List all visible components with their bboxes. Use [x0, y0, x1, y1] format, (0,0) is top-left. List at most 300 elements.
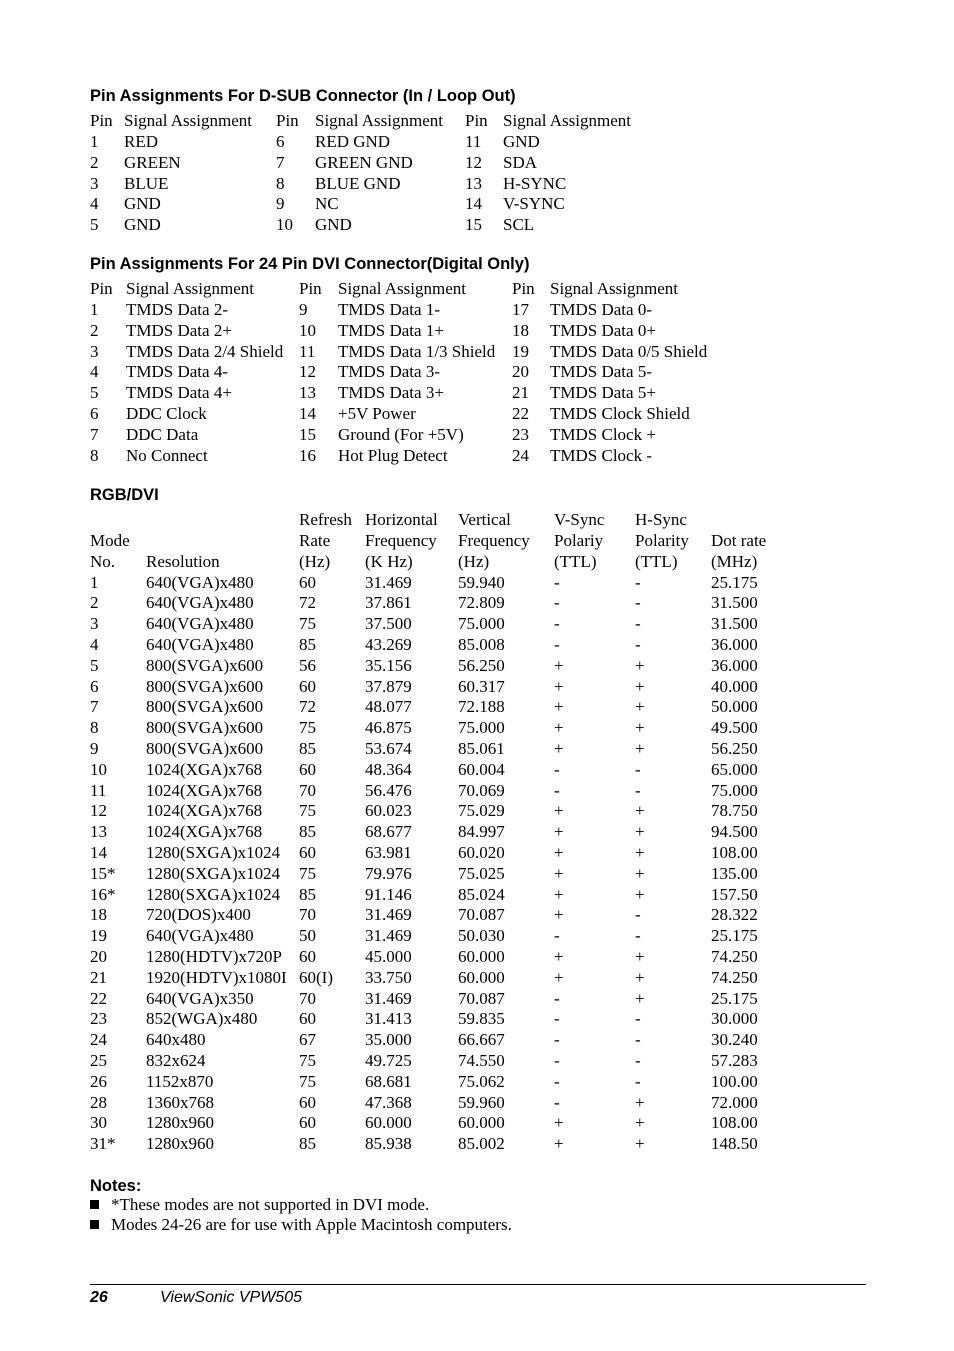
table-cell: (TTL)	[635, 551, 678, 571]
table-cell: 12	[465, 152, 482, 172]
table-cell: 1280(SXGA)x1024	[146, 863, 281, 883]
table-cell: 56	[299, 655, 316, 675]
table-cell: TMDS Clock -	[550, 445, 652, 465]
table-cell: 85	[299, 884, 316, 904]
table-cell: Rate	[299, 530, 331, 550]
table-cell: 60.023	[365, 801, 412, 821]
table-cell: -	[554, 593, 560, 613]
table-cell: Mode	[90, 530, 130, 550]
table-cell: 15	[299, 424, 316, 444]
table-cell: 31.413	[365, 1009, 412, 1029]
table-cell: 75.029	[458, 801, 505, 821]
footer-product: ViewSonic VPW505	[160, 1289, 302, 1306]
table-cell: 11	[299, 341, 316, 361]
table-cell: 31.469	[365, 572, 412, 592]
table-cell: Resolution	[146, 551, 220, 571]
table-cell: 25.175	[711, 988, 758, 1008]
table-cell: 800(SVGA)x600	[146, 738, 264, 758]
table-cell: +	[554, 718, 564, 738]
table-cell: Signal Assignment	[550, 279, 678, 298]
table-cell: GND	[315, 215, 352, 235]
table-cell: Frequency	[365, 530, 437, 550]
table-cell: 19	[90, 926, 107, 946]
table-cell: -	[635, 1050, 641, 1070]
table-cell: +	[635, 884, 645, 904]
table-cell: 1280(SXGA)x1024	[146, 884, 281, 904]
table-cell: 14	[299, 404, 316, 423]
table-cell: 31.500	[711, 593, 758, 613]
table-cell: -	[635, 634, 641, 654]
table-cell: (TTL)	[554, 551, 597, 571]
table-cell: Frequency	[458, 530, 530, 550]
table-cell: No Connect	[126, 445, 208, 465]
table-cell: TMDS Data 2/4 Shield	[126, 341, 284, 361]
table-cell: 68.677	[365, 822, 412, 842]
table-cell: 640(VGA)x480	[146, 614, 254, 634]
table-cell: TMDS Data 0/5 Shield	[550, 341, 708, 361]
table-cell: 63.981	[365, 842, 412, 862]
table-cell: 1	[90, 132, 99, 151]
table-cell: 31*	[90, 1134, 116, 1154]
table-cell: TMDS Data 2-	[126, 300, 228, 319]
table-cell: (K Hz)	[365, 551, 413, 571]
table-cell: 50	[299, 926, 316, 946]
table-cell: 9	[276, 194, 285, 214]
table-cell: H-Sync	[635, 510, 687, 529]
table-cell: 15	[465, 215, 482, 235]
table-cell: DDC Data	[126, 424, 199, 444]
table-cell: 7	[276, 152, 285, 172]
table-cell: Signal Assignment	[126, 279, 254, 298]
table-cell: +	[635, 988, 645, 1008]
table-cell: 35.000	[365, 1030, 412, 1050]
table-cell: 2	[90, 593, 99, 613]
table-cell: 72	[299, 697, 316, 717]
table-cell: 852(WGA)x480	[146, 1009, 258, 1029]
table-cell: 3	[90, 341, 99, 361]
table-cell: 157.50	[711, 884, 758, 904]
table-cell: TMDS Data 0+	[550, 320, 656, 340]
table-cell: 75	[299, 1071, 316, 1091]
table-cell: 60	[299, 1009, 316, 1029]
table-cell: 75	[299, 1050, 316, 1070]
table-cell: 24	[512, 445, 529, 465]
table-cell: 8	[90, 445, 99, 465]
table-cell: Refresh	[299, 510, 352, 529]
table-cell: TMDS Data 4-	[126, 362, 228, 382]
table-cell: +	[635, 842, 645, 862]
table-cell: 6	[276, 132, 285, 151]
table-cell: 800(SVGA)x600	[146, 697, 264, 717]
table-cell: 1024(XGA)x768	[146, 801, 263, 821]
table-cell: +	[554, 842, 564, 862]
table-cell: 37.500	[365, 614, 412, 634]
table-cell: 11	[90, 780, 107, 800]
table-cell: GND	[124, 194, 161, 214]
table-cell: 85.002	[458, 1134, 505, 1154]
table-cell: TMDS Data 2+	[126, 320, 232, 340]
table-cell: +	[554, 655, 564, 675]
table-cell: 28.322	[711, 905, 758, 925]
table-cell: 94.500	[711, 822, 758, 842]
table-cell: 84.997	[458, 822, 505, 842]
table-cell: 100.00	[711, 1071, 758, 1091]
table-cell: +	[635, 801, 645, 821]
table-cell: 60	[299, 842, 316, 862]
table-cell: 46.875	[365, 718, 412, 738]
table-cell: 75.000	[711, 780, 758, 800]
table-cell: 800(SVGA)x600	[146, 655, 264, 675]
table-cell: 50.030	[458, 926, 505, 946]
table-cell: 68.681	[365, 1071, 412, 1091]
table-cell: 56.250	[711, 738, 758, 758]
table-cell: 31.469	[365, 905, 412, 925]
table-cell: 1024(XGA)x768	[146, 780, 263, 800]
table-cell: -	[635, 593, 641, 613]
table-cell: TMDS Data 5-	[550, 362, 652, 382]
table-cell: Polarity	[635, 530, 689, 550]
table-cell: 800(SVGA)x600	[146, 718, 264, 738]
table-cell: 4	[90, 634, 99, 654]
table-cell: 60.317	[458, 676, 505, 696]
table-cell: 8	[90, 718, 99, 738]
table-cell: -	[635, 905, 641, 925]
table-cell: 1920(HDTV)x1080I	[146, 967, 287, 987]
table-cell: 20	[512, 362, 529, 382]
table-cell: 66.667	[458, 1030, 505, 1050]
table-cell: +	[635, 967, 645, 987]
table-cell: -	[554, 1071, 560, 1091]
table-cell: +	[635, 697, 645, 717]
table-cell: 48.364	[365, 759, 412, 779]
table-cell: 75	[299, 863, 316, 883]
table-cell: H-SYNC	[503, 173, 567, 193]
table-cell: 74.250	[711, 946, 758, 966]
table-cell: 15*	[90, 863, 116, 883]
table-cell: 1280x960	[146, 1113, 214, 1133]
table-cell: TMDS Clock +	[550, 424, 656, 444]
table-cell: GREEN GND	[315, 152, 413, 172]
table-cell: +	[554, 738, 564, 758]
table-cell: 56.476	[365, 780, 412, 800]
table-cell: +	[635, 718, 645, 738]
table-cell: -	[554, 1009, 560, 1029]
table-cell: 67	[299, 1030, 316, 1050]
table-cell: 72	[299, 593, 316, 613]
table-cell: -	[554, 780, 560, 800]
table-cell: 30	[90, 1113, 107, 1133]
table-cell: -	[554, 988, 560, 1008]
table-cell: +	[635, 676, 645, 696]
table-cell: 48.077	[365, 697, 412, 717]
table-cell: 25	[90, 1050, 107, 1070]
table-cell: +	[635, 946, 645, 966]
table-cell: 4	[90, 194, 99, 214]
table-cell: 5	[90, 215, 99, 235]
table-cell: +	[554, 697, 564, 717]
table-cell: 60.000	[458, 1113, 505, 1133]
table-cell: 640x480	[146, 1030, 206, 1050]
table-cell: Vertical	[458, 510, 511, 529]
table-cell: -	[554, 634, 560, 654]
table-cell: 91.146	[365, 884, 412, 904]
table-cell: 78.750	[711, 801, 758, 821]
table-cell: 72.188	[458, 697, 505, 717]
table-cell: -	[635, 572, 641, 592]
table-cell: 74.550	[458, 1050, 505, 1070]
table-cell: 1360x768	[146, 1092, 214, 1112]
table-cell: RED	[124, 132, 158, 151]
table-cell: 70	[299, 988, 316, 1008]
table-cell: TMDS Data 1/3 Shield	[338, 341, 496, 361]
table-cell: +	[554, 801, 564, 821]
table-cell: -	[635, 780, 641, 800]
table-cell: 10	[276, 215, 293, 235]
table-cell: V-Sync	[554, 510, 605, 529]
table-cell: SDA	[503, 152, 538, 172]
table-cell: 59.835	[458, 1009, 505, 1029]
table-cell: 13	[299, 383, 316, 403]
table-cell: 18	[512, 320, 529, 340]
square-bullet-icon	[90, 1200, 99, 1209]
table-cell: Dot rate	[711, 530, 767, 550]
table-cell: TMDS Clock Shield	[550, 404, 690, 423]
table-cell: 33.750	[365, 967, 412, 987]
table-cell: 31.469	[365, 926, 412, 946]
table-cell: +	[554, 676, 564, 696]
table-cell: -	[554, 1030, 560, 1050]
table-cell: +	[554, 967, 564, 987]
table-cell: (Hz)	[458, 551, 490, 571]
table-cell: 3	[90, 614, 99, 634]
table-cell: 1024(XGA)x768	[146, 759, 263, 779]
table-cell: 72.809	[458, 593, 505, 613]
table-cell: 70	[299, 905, 316, 925]
table-cell: Pin	[465, 111, 488, 130]
table-cell: 47.368	[365, 1092, 412, 1112]
table-cell: 75.025	[458, 863, 505, 883]
dvi-heading: Pin Assignments For 24 Pin DVI Connector(Digital Only)	[90, 255, 530, 273]
table-cell: Pin	[276, 111, 299, 130]
table-cell: 40.000	[711, 676, 758, 696]
table-cell: 2	[90, 152, 99, 172]
table-cell: 10	[90, 759, 107, 779]
table-cell: 640(VGA)x480	[146, 593, 254, 613]
table-cell: 21	[90, 967, 107, 987]
table-cell: 148.50	[711, 1134, 758, 1154]
table-cell: 11	[465, 132, 482, 151]
table-cell: Polariy	[554, 530, 604, 550]
table-cell: 49.725	[365, 1050, 412, 1070]
table-cell: 640(VGA)x480	[146, 572, 254, 592]
table-cell: 640(VGA)x350	[146, 988, 254, 1008]
table-cell: (Hz)	[299, 551, 331, 571]
table-cell: Hot Plug Detect	[338, 445, 448, 465]
table-cell: 70.087	[458, 905, 505, 925]
dsub-heading: Pin Assignments For D-SUB Connector (In / Loop Out)	[90, 87, 516, 105]
table-cell: 65.000	[711, 759, 758, 779]
note-item	[90, 1215, 512, 1235]
table-cell: 60	[299, 946, 316, 966]
table-cell: TMDS Data 3+	[338, 383, 444, 403]
table-cell: +	[635, 863, 645, 883]
table-cell: 8	[276, 173, 285, 193]
table-cell: +	[635, 1134, 645, 1154]
table-cell: 17	[512, 300, 529, 319]
table-cell: 7	[90, 697, 99, 717]
table-cell: 85.008	[458, 634, 505, 654]
table-cell: Signal Assignment	[315, 111, 443, 130]
table-cell: TMDS Data 3-	[338, 362, 440, 382]
table-cell: +	[635, 655, 645, 675]
table-cell: 19	[512, 341, 529, 361]
table-cell: 60(I)	[299, 967, 333, 987]
table-cell: TMDS Data 1-	[338, 300, 440, 319]
table-cell: 5	[90, 383, 99, 403]
rgb-heading: RGB/DVI	[90, 486, 159, 504]
table-cell: 23	[90, 1009, 107, 1029]
square-bullet-icon	[90, 1220, 99, 1229]
table-cell: 60	[299, 1092, 316, 1112]
table-cell: +	[635, 738, 645, 758]
table-cell: 720(DOS)x400	[146, 905, 251, 925]
table-cell: Pin	[299, 279, 322, 298]
table-cell: -	[635, 926, 641, 946]
table-cell: +	[554, 822, 564, 842]
table-cell: +	[635, 1113, 645, 1133]
table-cell: 1280(SXGA)x1024	[146, 842, 281, 862]
table-cell: +	[554, 905, 564, 925]
table-cell: 30.240	[711, 1030, 758, 1050]
table-cell: 1	[90, 300, 99, 319]
table-cell: 135.00	[711, 863, 758, 883]
table-cell: 12	[90, 801, 107, 821]
table-cell: 35.156	[365, 655, 412, 675]
note-text: Modes 24-26 are for use with Apple Macintosh computers.	[111, 1215, 512, 1234]
table-cell: -	[635, 1071, 641, 1091]
table-cell: TMDS Data 0-	[550, 300, 652, 319]
table-cell: 9	[299, 300, 308, 319]
note-item	[90, 1195, 429, 1215]
table-cell: 9	[90, 738, 99, 758]
table-cell: 75	[299, 718, 316, 738]
table-cell: 49.500	[711, 718, 758, 738]
table-cell: Pin	[90, 111, 113, 130]
table-cell: 10	[299, 320, 316, 340]
table-cell: 6	[90, 676, 99, 696]
table-cell: 14	[90, 842, 107, 862]
table-cell: 50.000	[711, 697, 758, 717]
table-cell: 26	[90, 1071, 107, 1091]
table-cell: 36.000	[711, 655, 758, 675]
table-cell: -	[554, 1092, 560, 1112]
table-cell: -	[554, 1050, 560, 1070]
table-cell: 56.250	[458, 655, 505, 675]
table-cell: 36.000	[711, 634, 758, 654]
table-cell: Pin	[512, 279, 535, 298]
table-cell: 75.000	[458, 614, 505, 634]
table-cell: RED GND	[315, 132, 391, 151]
table-cell: 43.269	[365, 634, 412, 654]
table-cell: 22	[512, 404, 529, 423]
table-cell: 85.938	[365, 1134, 412, 1154]
table-cell: 24	[90, 1030, 107, 1050]
table-cell: 21	[512, 383, 529, 403]
table-cell: 59.960	[458, 1092, 505, 1112]
table-cell: 13	[465, 173, 482, 193]
table-cell: 1280x960	[146, 1134, 214, 1154]
table-cell: 72.000	[711, 1092, 758, 1112]
table-cell: 60.000	[365, 1113, 412, 1133]
table-cell: BLUE GND	[315, 173, 401, 193]
table-cell: No.	[90, 551, 116, 571]
table-cell: 1024(XGA)x768	[146, 822, 263, 842]
table-cell: TMDS Data 1+	[338, 320, 444, 340]
notes-heading: Notes:	[90, 1177, 142, 1195]
table-cell: TMDS Data 5+	[550, 383, 656, 403]
table-cell: -	[554, 759, 560, 779]
table-cell: -	[635, 1009, 641, 1029]
table-cell: 16	[299, 445, 316, 465]
table-cell: 79.976	[365, 863, 412, 883]
table-cell: 45.000	[365, 946, 412, 966]
table-cell: 3	[90, 173, 99, 193]
note-text: *These modes are not supported in DVI mode.	[111, 1195, 430, 1214]
table-cell: 23	[512, 424, 529, 444]
table-cell: 37.861	[365, 593, 412, 613]
table-cell: 75.000	[458, 718, 505, 738]
table-cell: 60	[299, 676, 316, 696]
table-cell: 60	[299, 572, 316, 592]
table-cell: 640(VGA)x480	[146, 926, 254, 946]
table-cell: +	[554, 1134, 564, 1154]
table-cell: Signal Assignment	[124, 111, 252, 130]
table-cell: -	[635, 759, 641, 779]
table-cell: Horizontal	[365, 510, 438, 529]
table-cell: -	[554, 572, 560, 592]
table-cell: 70	[299, 780, 316, 800]
table-cell: 75	[299, 614, 316, 634]
table-cell: 59.940	[458, 572, 505, 592]
table-cell: Ground (For +5V)	[338, 424, 464, 444]
table-cell: Signal Assignment	[503, 111, 631, 130]
table-cell: (MHz)	[711, 551, 758, 571]
table-cell: 60	[299, 1113, 316, 1133]
table-cell: +	[635, 1092, 645, 1112]
table-cell: 75	[299, 801, 316, 821]
table-cell: 14	[465, 194, 482, 214]
table-cell: DDC Clock	[126, 404, 207, 423]
table-cell: GREEN	[124, 152, 181, 172]
table-cell: 1152x870	[146, 1071, 214, 1091]
table-cell: 31.469	[365, 988, 412, 1008]
table-cell: +5V Power	[338, 404, 416, 423]
page-number: 26	[90, 1289, 108, 1306]
table-cell: 28	[90, 1092, 107, 1112]
table-cell: 70.069	[458, 780, 505, 800]
table-cell: 108.00	[711, 842, 758, 862]
table-cell: 18	[90, 905, 107, 925]
table-cell: -	[554, 926, 560, 946]
table-cell: +	[554, 946, 564, 966]
table-cell: 4	[90, 362, 99, 382]
table-cell: 53.674	[365, 738, 412, 758]
table-cell: 25.175	[711, 926, 758, 946]
table-cell: BLUE	[124, 173, 169, 193]
table-cell: 74.250	[711, 967, 758, 987]
table-cell: 7	[90, 424, 99, 444]
table-cell: 37.879	[365, 676, 412, 696]
